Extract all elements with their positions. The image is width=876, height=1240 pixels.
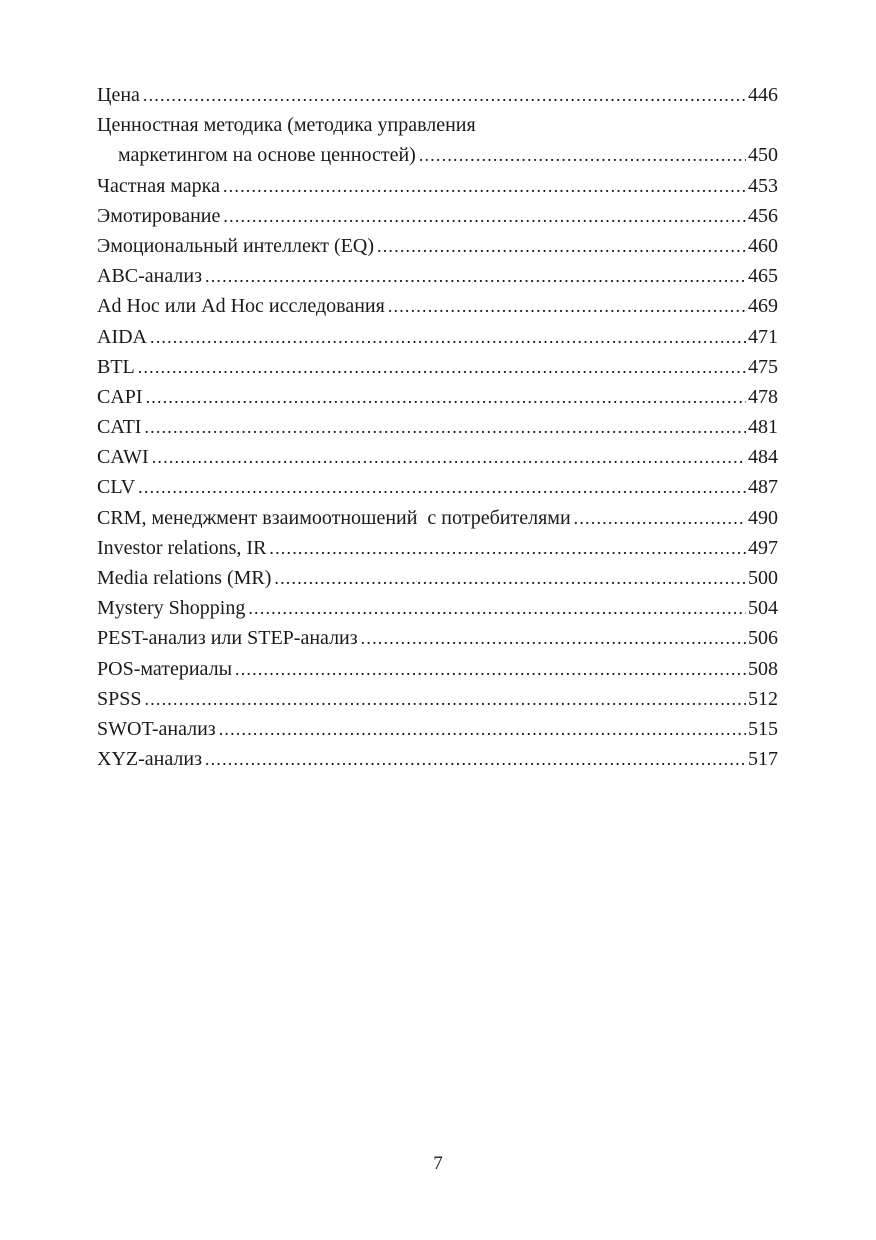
toc-entry[interactable] xyxy=(97,654,778,684)
toc-entry[interactable] xyxy=(97,201,778,231)
toc-entry-title: Частная марка xyxy=(97,174,220,197)
toc-entry-title: CLV xyxy=(97,476,136,499)
dot-leader xyxy=(205,744,746,774)
toc-entry[interactable] xyxy=(97,442,778,472)
dot-leader xyxy=(274,563,746,593)
toc-entry[interactable] xyxy=(97,744,778,774)
toc-entry-title: XYZ-анализ xyxy=(97,748,202,771)
toc-entry[interactable] xyxy=(97,684,778,714)
toc-entry-title: CRM, менеджмент взаимоотношений с потребителями xyxy=(97,506,571,529)
toc-entry-title: Эмоциональный интеллект (EQ) xyxy=(97,234,375,257)
toc-entry-page: 456 xyxy=(748,204,778,227)
toc-entry-title: SPSS xyxy=(97,687,142,710)
toc-entry-page: 512 xyxy=(748,687,778,710)
toc-entry-title: BTL xyxy=(97,355,135,378)
toc-entry[interactable] xyxy=(97,714,778,744)
toc-entry[interactable] xyxy=(97,352,778,382)
toc-entry-title: CATI xyxy=(97,416,142,439)
toc-entry[interactable] xyxy=(97,261,778,291)
toc-entry-page: 515 xyxy=(748,717,778,740)
toc-entry-page: 487 xyxy=(748,476,778,499)
toc-entry-page: 475 xyxy=(748,355,778,378)
toc-entry-title: PEST-анализ или STEP-анализ xyxy=(97,627,358,650)
toc-entry[interactable] xyxy=(97,472,778,502)
toc-entry-page: 504 xyxy=(748,597,778,620)
dot-leader xyxy=(223,171,746,201)
toc-entry-title: Ad Hoc или Ad Hoc исследования xyxy=(97,295,385,318)
toc-entry-page: 469 xyxy=(748,295,778,318)
dot-leader xyxy=(419,140,746,170)
dot-leader xyxy=(138,352,746,382)
toc-entry-title: SWOT-анализ xyxy=(97,717,216,740)
dot-leader xyxy=(223,201,746,231)
toc-entry-title: ABC-анализ xyxy=(97,265,202,288)
toc-entry-page: 453 xyxy=(748,174,778,197)
toc-entry[interactable] xyxy=(97,291,778,321)
toc-entry-page: 471 xyxy=(748,325,778,348)
toc-entry-line1[interactable] xyxy=(97,110,778,140)
dot-leader xyxy=(205,261,746,291)
toc-entry-page: 478 xyxy=(748,385,778,408)
dot-leader xyxy=(388,291,746,321)
dot-leader xyxy=(146,382,746,412)
toc-entry-page: 450 xyxy=(748,144,778,167)
toc-entry-title: Media relations (MR) xyxy=(97,567,272,589)
dot-leader xyxy=(235,654,746,684)
toc-entry[interactable] xyxy=(97,382,778,412)
toc-entry[interactable] xyxy=(97,322,778,352)
toc-entry-title: Цена xyxy=(97,84,140,106)
toc-entry[interactable] xyxy=(97,593,778,623)
dot-leader xyxy=(248,593,746,623)
toc-entry-page: 497 xyxy=(748,536,778,559)
table-of-contents xyxy=(97,80,778,774)
toc-entry-page: 490 xyxy=(748,506,778,529)
toc-entry[interactable] xyxy=(97,503,778,533)
dot-leader xyxy=(361,623,746,653)
toc-entry-title: Ценностная методика (методика управления xyxy=(97,114,476,137)
dot-leader xyxy=(574,503,746,533)
dot-leader xyxy=(144,412,746,442)
toc-entry-title: POS-материалы xyxy=(97,657,233,680)
toc-entry-title: CAPI xyxy=(97,385,143,408)
toc-entry-page: 500 xyxy=(748,567,778,589)
dot-leader xyxy=(377,231,746,261)
toc-entry[interactable] xyxy=(97,623,778,653)
toc-entry[interactable] xyxy=(97,231,778,261)
toc-entry-title-continued: маркетингом на основе ценностей) xyxy=(118,144,416,167)
toc-entry[interactable] xyxy=(97,80,778,110)
toc-entry-page: 506 xyxy=(748,627,778,650)
dot-leader xyxy=(219,714,746,744)
toc-entry-page: 508 xyxy=(748,657,778,680)
toc-entry-page: 481 xyxy=(748,416,778,439)
toc-entry-title: AIDA xyxy=(97,325,147,348)
dot-leader xyxy=(152,442,746,472)
dot-leader xyxy=(143,80,746,110)
dot-leader xyxy=(269,533,746,563)
toc-entry-page: 446 xyxy=(748,84,778,106)
toc-entry[interactable] xyxy=(97,563,778,593)
dot-leader xyxy=(145,684,747,714)
toc-entry[interactable] xyxy=(97,533,778,563)
toc-entry-title: Эмотирование xyxy=(97,204,221,227)
dot-leader xyxy=(138,472,746,502)
toc-entry[interactable] xyxy=(97,171,778,201)
toc-entry-page: 460 xyxy=(748,234,778,257)
dot-leader xyxy=(150,322,746,352)
toc-entry[interactable] xyxy=(97,412,778,442)
toc-entry-title: Mystery Shopping xyxy=(97,597,246,620)
toc-entry-page: 465 xyxy=(748,265,778,288)
page-number: 7 xyxy=(433,1153,443,1174)
toc-entry-title: Investor relations, IR xyxy=(97,536,267,559)
toc-entry[interactable] xyxy=(97,140,778,170)
toc-entry-title: CAWI xyxy=(97,446,149,469)
toc-entry-page: 517 xyxy=(748,748,778,771)
toc-entry-page: 484 xyxy=(748,446,778,469)
